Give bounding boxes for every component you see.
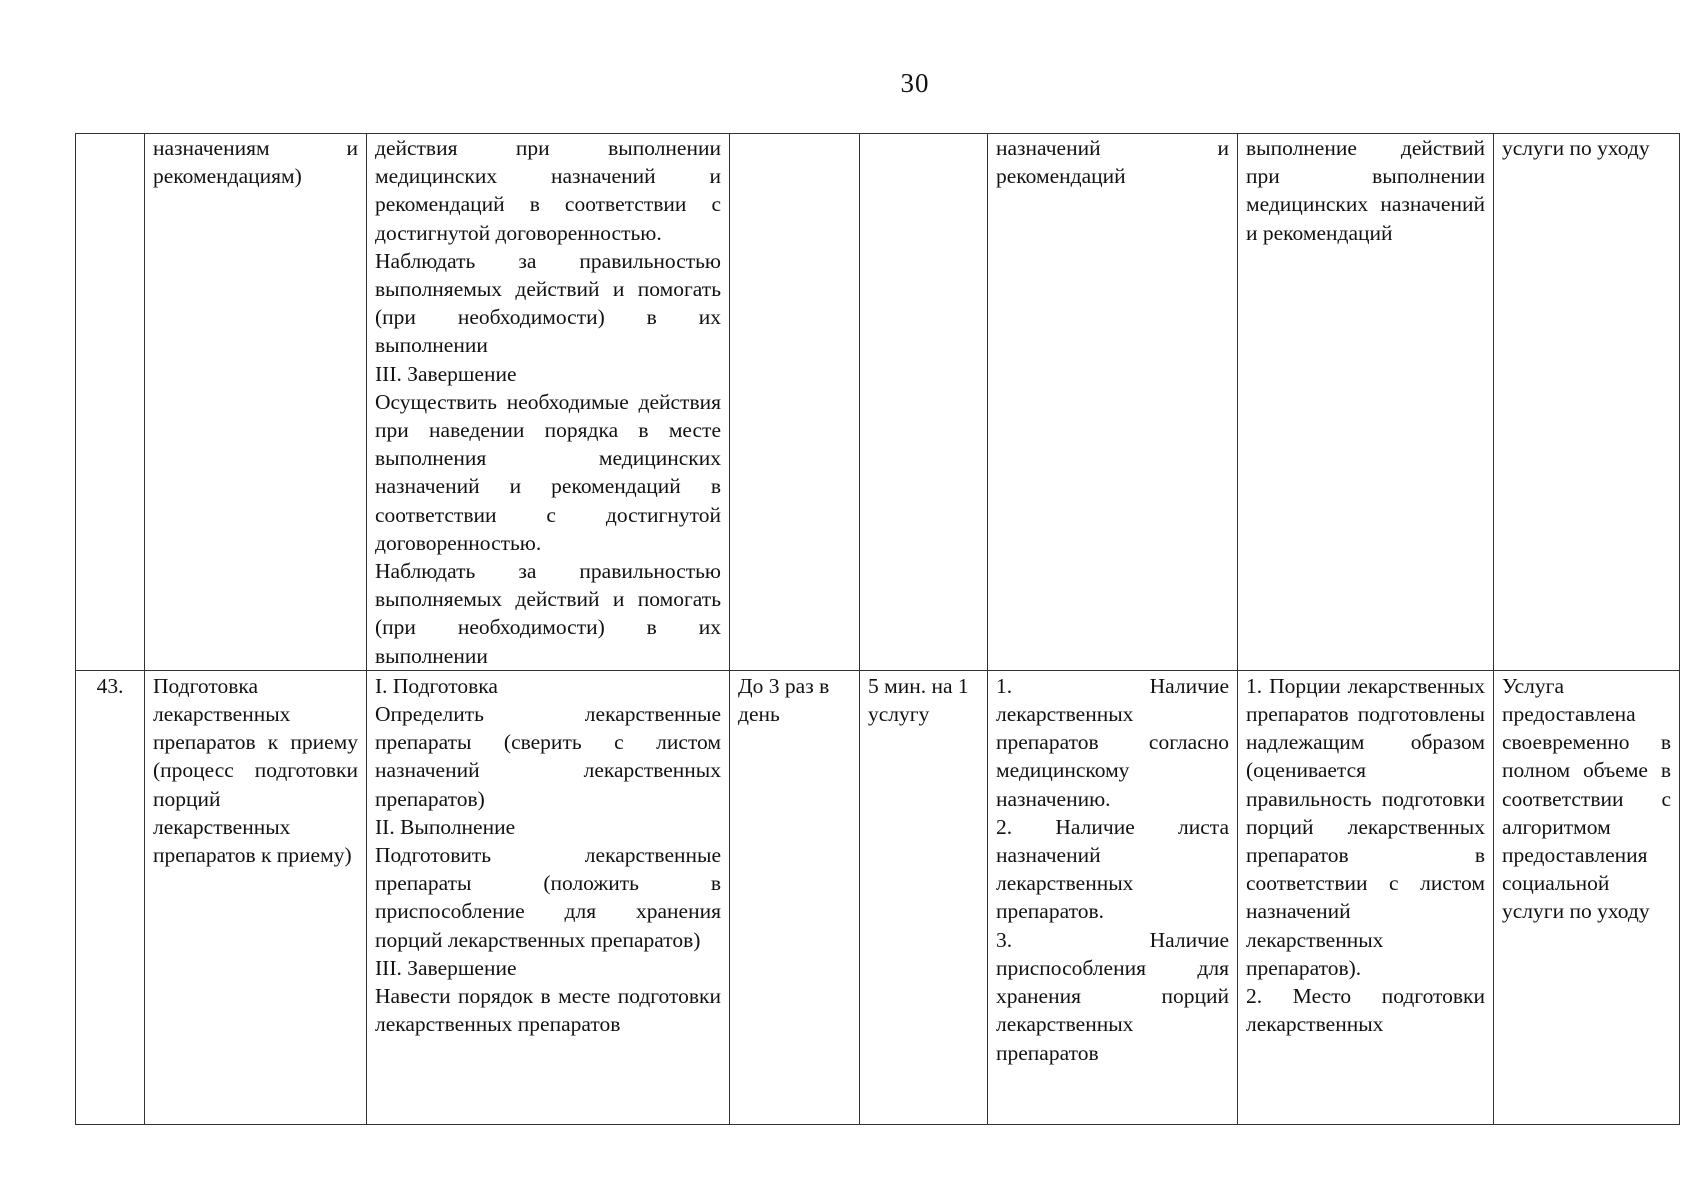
conditions-paragraph: 2. Наличие листа назначений лекарственных препаратов. bbox=[996, 814, 1229, 924]
conditions-cell bbox=[988, 670, 1238, 1124]
table-row bbox=[76, 670, 1680, 1124]
procedure-paragraph: III. Завершение bbox=[375, 361, 517, 386]
conditions-paragraph: 1. Наличие лекарственных препаратов согласно медицинскому назначению. bbox=[996, 673, 1229, 811]
conditions-paragraph: назначений и рекомендаций bbox=[996, 136, 1229, 189]
conditions-paragraph: 3. Наличие приспособления для хранения порций лекарственных препаратов bbox=[996, 927, 1229, 1065]
row-number: 43. bbox=[76, 670, 145, 1124]
procedure-paragraph: Определить лекарственные препараты (сверить с листом назначений лекарственных препаратов) bbox=[375, 702, 721, 811]
quality-paragraph: 2. Место подготовки лекарственных bbox=[1246, 984, 1485, 1037]
row-number bbox=[76, 134, 145, 671]
page-number: 30 bbox=[900, 68, 930, 98]
result-paragraph: Услуга предоставлена своевременно в полном объеме в соответствии с алгоритмом предоставления социальной услуги по уходу bbox=[1502, 673, 1671, 924]
conditions-cell bbox=[988, 134, 1238, 671]
service-name-line: Подготовка лекарственных препаратов к приему (процесс подготовки порций лекарственных препаратов к приему) bbox=[153, 673, 358, 868]
procedure-paragraph: I. Подготовка bbox=[375, 673, 498, 698]
service-name-line: рекомендациям) bbox=[153, 164, 302, 189]
quality-cell bbox=[1238, 670, 1494, 1124]
service-name-cell bbox=[145, 134, 367, 671]
result-cell bbox=[1494, 670, 1680, 1124]
services-table bbox=[75, 133, 1680, 1125]
procedure-paragraph: Навести порядок в месте подготовки лекарственных препаратов bbox=[375, 984, 721, 1037]
duration-cell bbox=[860, 134, 988, 671]
procedure-cell bbox=[367, 134, 730, 671]
service-name-line: назначениям и bbox=[153, 136, 358, 160]
result-paragraph: услуги по уходу bbox=[1502, 136, 1650, 160]
procedure-paragraph: Осуществить необходимые действия при наведении порядка в месте выполнения медицинских назначений и рекомендаций в соответствии с достигнутой договоренностью. bbox=[375, 389, 721, 555]
result-cell bbox=[1494, 134, 1680, 671]
procedure-paragraph: Наблюдать за правильностью выполняемых действий и помогать (при необходимости) в их выполнении bbox=[375, 248, 721, 358]
table-row bbox=[76, 134, 1680, 671]
procedure-paragraph: Подготовить лекарственные препараты (положить в приспособление для хранения порций лекарственных препаратов) bbox=[375, 843, 721, 952]
duration-cell: 5 мин. на 1 услугу bbox=[860, 670, 988, 1124]
procedure-cell bbox=[367, 670, 730, 1124]
procedure-paragraph: Наблюдать за правильностью выполняемых действий и помогать (при необходимости) в их выполнении bbox=[375, 559, 721, 668]
procedure-paragraph: действия при выполнении медицинских назначений и рекомендаций в соответствии с достигнутой договоренностью. bbox=[375, 136, 721, 245]
quality-paragraph: выполнение действий при выполнении медицинских назначений и рекомендаций bbox=[1246, 136, 1485, 245]
procedure-paragraph: II. Выполнение bbox=[375, 814, 516, 839]
frequency-cell bbox=[730, 134, 860, 671]
service-name-cell bbox=[145, 670, 367, 1124]
quality-paragraph: 1. Порции лекарственных препаратов подготовлены надлежащим образом (оценивается правильность подготовки порций лекарственных препаратов в соответствии с листом назначений лекарственных препаратов). bbox=[1246, 673, 1485, 980]
procedure-paragraph: III. Завершение bbox=[375, 955, 517, 980]
frequency-cell: До 3 раз в день bbox=[730, 670, 860, 1124]
quality-cell bbox=[1238, 134, 1494, 671]
